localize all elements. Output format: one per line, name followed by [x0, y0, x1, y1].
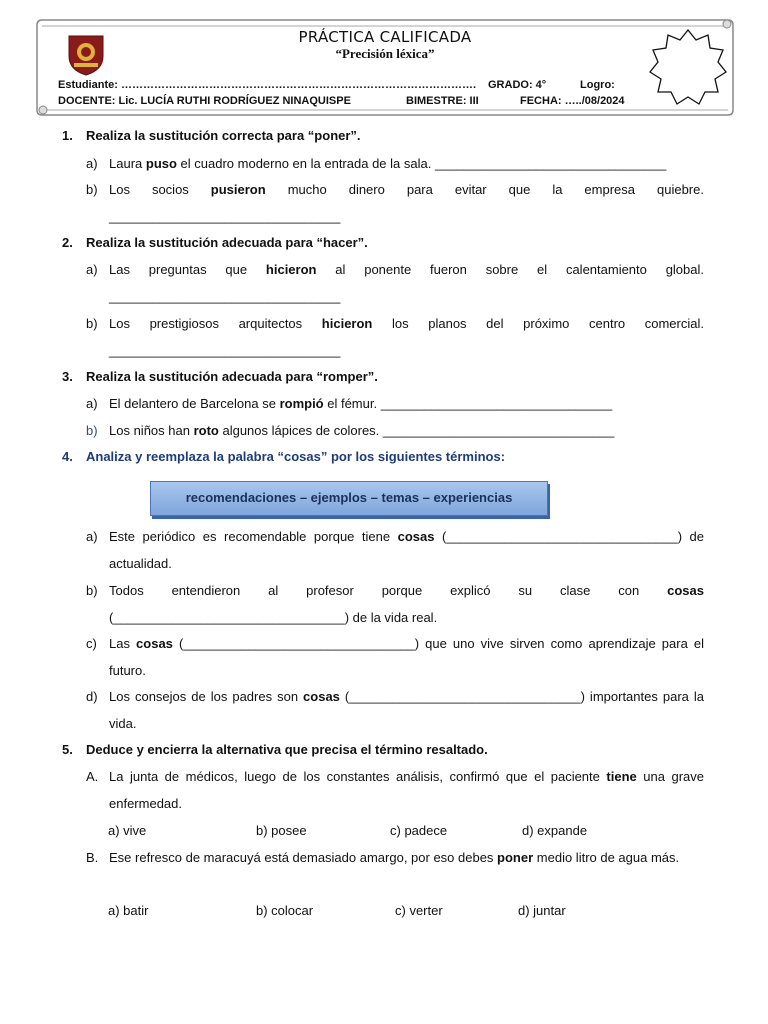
- q5B-option-c[interactable]: c) verter: [395, 903, 443, 918]
- q5B-option-b[interactable]: b) colocar: [256, 903, 314, 918]
- q5A-option-d[interactable]: d) expande: [522, 823, 588, 838]
- q5A-option-c[interactable]: c) padece: [390, 823, 448, 838]
- fecha-label: FECHA: …../08/2024: [520, 95, 625, 107]
- worksheet-header: [36, 18, 734, 116]
- grade-label: GRADO: 4°: [488, 79, 547, 91]
- grade-seal-star: [646, 26, 730, 110]
- q5A-option-b[interactable]: b) posee: [256, 823, 307, 838]
- terms-box: recomendaciones – ejemplos – temas – experiencias: [150, 481, 548, 516]
- teacher-label: DOCENTE: Lic. LUCÍA RUTHI RODRÍGUEZ NINAQUISPE: [58, 95, 351, 107]
- q5B-option-a[interactable]: a) batir: [108, 903, 149, 918]
- q5A-option-a[interactable]: a) vive: [108, 823, 147, 838]
- q5B-option-d[interactable]: d) juntar: [518, 903, 566, 918]
- worksheet-title: PRÁCTICA CALIFICADA: [298, 28, 472, 46]
- bimestre-label: BIMESTRE: III: [406, 95, 479, 107]
- worksheet-subtitle: “Precisión léxica”: [335, 46, 435, 61]
- logro-label: Logro:: [580, 79, 615, 91]
- student-field-label: Estudiante: …………………………………………………………………………………….: [58, 79, 477, 91]
